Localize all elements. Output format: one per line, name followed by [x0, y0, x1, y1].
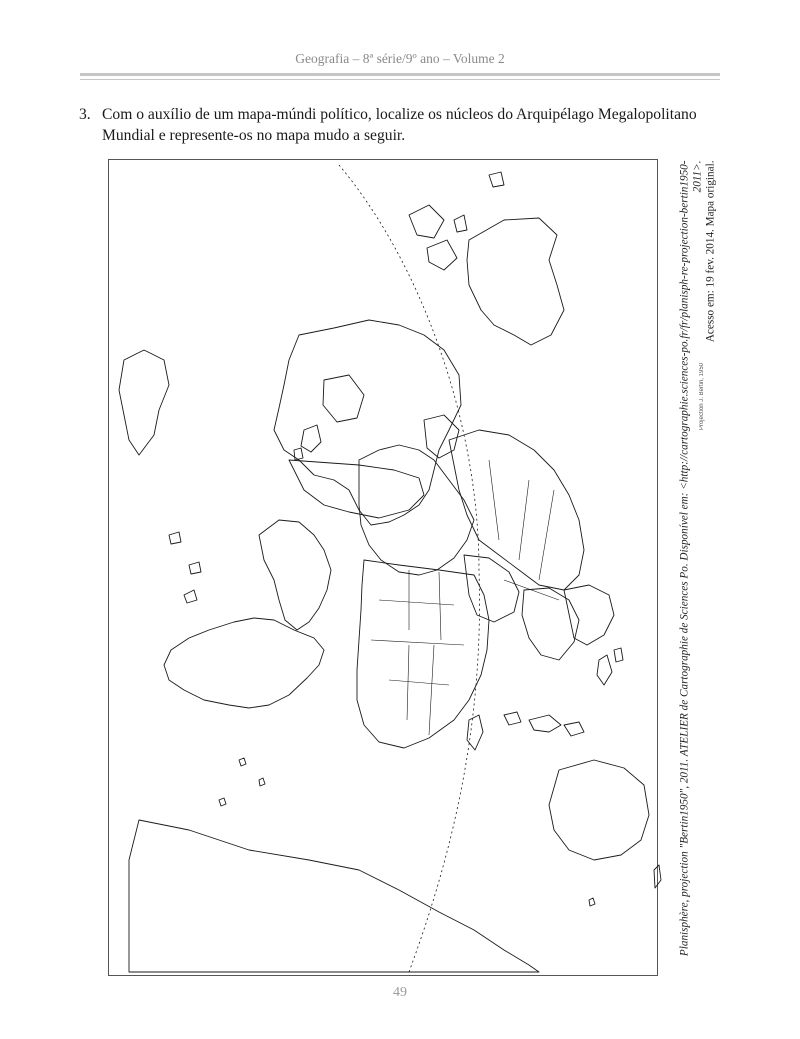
central-america-outline	[259, 520, 331, 630]
south-america-outline	[164, 618, 324, 708]
middle-east-outline	[464, 555, 519, 622]
source-line-2: Acesso em: 19 fev. 2014. Mapa original.	[704, 160, 717, 342]
scandinavia-outline	[424, 415, 459, 458]
east-asia-outline	[564, 585, 614, 645]
british-isles-outline	[294, 425, 321, 460]
header-rule-thick	[80, 73, 720, 76]
question-number: 3.	[79, 106, 91, 123]
alaska-outline	[119, 350, 169, 455]
source-line-1: Planisphère, projection "Bertin1950", 2011. ATELIER de Cartographie de Sciences Po. Disponível em: <http://cartographie.sciences-po.fr/fr/planisph-re-projection-bertin1950-2011>.	[678, 160, 704, 956]
pacific-islands	[219, 758, 595, 906]
asia-borders	[489, 460, 559, 600]
greenland-outline	[467, 218, 564, 345]
africa-borders	[371, 570, 464, 735]
arctic-islands-outline	[409, 172, 504, 270]
india-outline	[522, 588, 579, 660]
japan-outline	[597, 648, 623, 685]
caribbean-outline	[169, 532, 201, 603]
map-source-text	[679, 160, 718, 975]
australia-outline	[549, 760, 649, 860]
map-boundary-curve	[339, 165, 480, 972]
running-head: Geografia – 8ª série/9º ano – Volume 2	[295, 51, 505, 66]
usa-outline	[289, 460, 424, 518]
projection-label-text: Projection J. Bertin, 1950	[699, 363, 705, 431]
map-source-credit	[668, 160, 728, 975]
header-rule-thin	[80, 79, 720, 80]
indonesia-outline	[504, 712, 584, 736]
north-america-outline	[274, 320, 461, 525]
europe-outline	[359, 445, 474, 575]
question-3	[79, 104, 724, 146]
antarctica-outline	[129, 820, 539, 972]
world-map-svg	[109, 160, 659, 977]
page-number: 49	[393, 985, 407, 1000]
hudson-bay-outline	[323, 375, 364, 422]
madagascar-outline	[467, 715, 483, 750]
new-zealand-outline	[654, 865, 661, 888]
question-text: Com o auxílio de um mapa-múndi político, localize os núcleos do Arquipélago Megalopolitano Mundial e represente-os no mapa mudo a seguir.	[102, 106, 697, 144]
